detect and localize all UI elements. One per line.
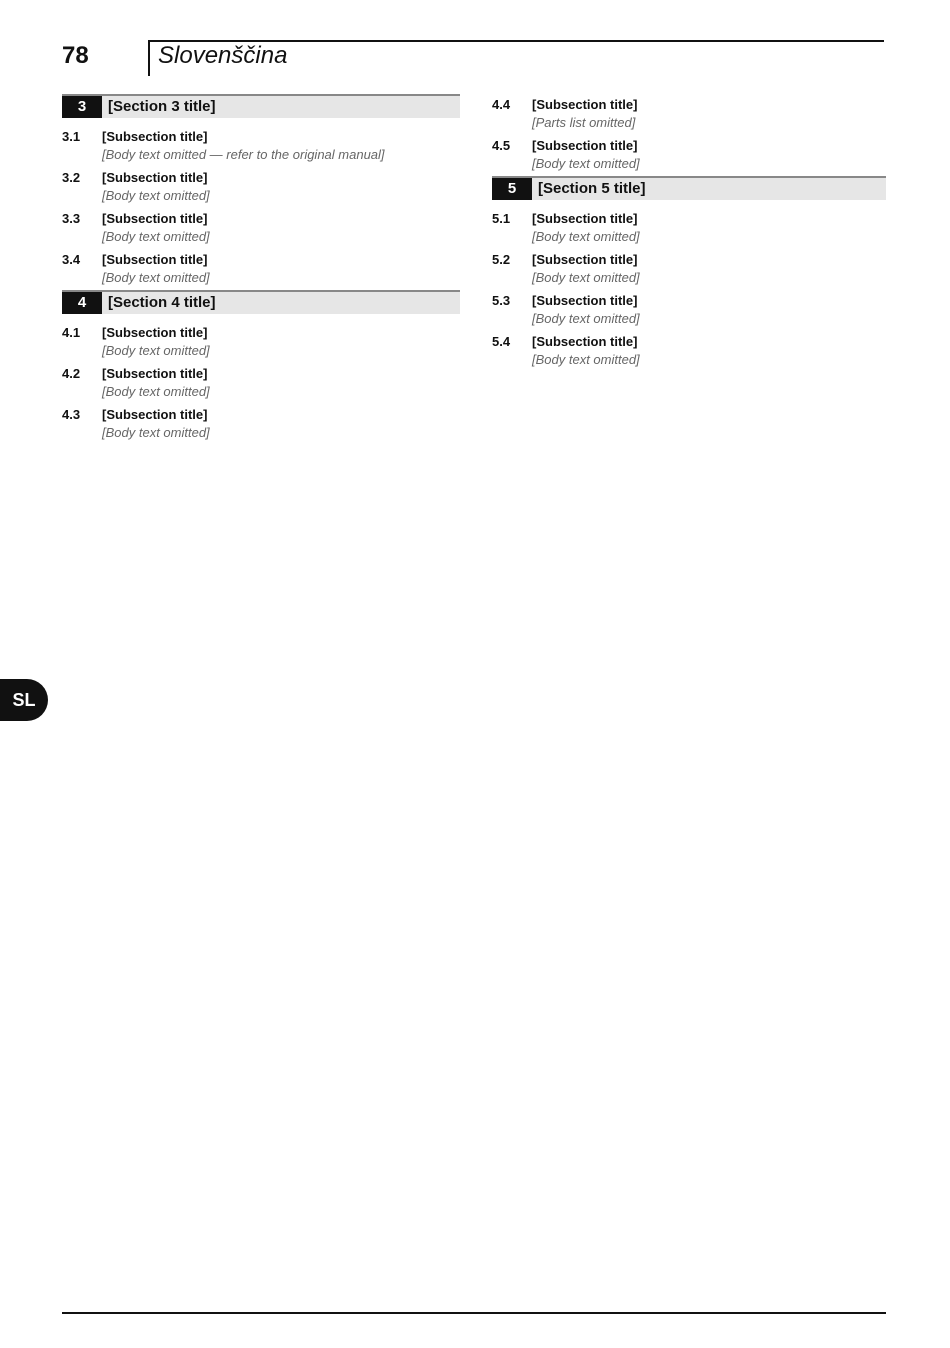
subsection-body: [Body text omitted]: [532, 310, 640, 326]
subsection-number: 3.3: [62, 211, 81, 226]
subsection-heading: [492, 210, 886, 228]
subsection-title: [Subsection title]: [532, 97, 638, 112]
subsection-body: [Body text omitted]: [532, 269, 640, 285]
subsection-heading: [492, 96, 886, 114]
section-title: [Section 3 title]: [108, 98, 216, 116]
subsection-heading: [62, 169, 460, 187]
subsection-heading: [62, 365, 460, 383]
header-divider: [148, 40, 150, 76]
subsection-title: [Subsection title]: [102, 211, 208, 226]
subsection-body: [Body text omitted]: [102, 383, 210, 399]
subsection-number: 4.2: [62, 366, 81, 381]
subsection-title: [Subsection title]: [532, 138, 638, 153]
subsection-body: [Body text omitted]: [102, 424, 210, 440]
subsection-number: 5.1: [492, 211, 511, 226]
subsection-body: [Parts list omitted]: [532, 114, 636, 130]
subsection-title: [Subsection title]: [102, 129, 208, 144]
section-title: [Section 4 title]: [108, 294, 216, 312]
subsection-title: [Subsection title]: [532, 334, 638, 349]
subsection-number: 3.2: [62, 170, 81, 185]
subsection-heading: [492, 333, 886, 351]
subsection-heading: [62, 406, 460, 424]
subsection-title: [Subsection title]: [532, 252, 638, 267]
section-number: 3: [62, 96, 102, 118]
section-heading: [492, 176, 886, 200]
page-header: [62, 40, 884, 76]
subsection-body: [Body text omitted]: [532, 351, 640, 367]
right-column: [492, 90, 886, 368]
subsection-title: [Subsection title]: [102, 252, 208, 267]
footer-rule: [62, 1312, 886, 1314]
subsection-heading: [492, 251, 886, 269]
subsection-body: [Body text omitted — refer to the original manual]: [102, 146, 385, 162]
subsection-heading: [492, 137, 886, 155]
subsection-title: [Subsection title]: [102, 407, 208, 422]
subsection-number: 4.3: [62, 407, 81, 422]
section-number: 4: [62, 292, 102, 314]
subsection-body: [Body text omitted]: [102, 342, 210, 358]
subsection-body: [Body text omitted]: [532, 228, 640, 244]
subsection-number: 5.2: [492, 252, 511, 267]
section-heading: [62, 94, 460, 118]
subsection-title: [Subsection title]: [102, 170, 208, 185]
section-title: [Section 5 title]: [538, 180, 646, 198]
subsection-heading: [62, 251, 460, 269]
section-heading: [62, 290, 460, 314]
language-side-tab: SL: [0, 679, 48, 721]
subsection-title: [Subsection title]: [102, 366, 208, 381]
subsection-heading: [62, 210, 460, 228]
subsection-number: 4.1: [62, 325, 81, 340]
subsection-body: [Body text omitted]: [102, 269, 210, 285]
language-title: Slovenščina: [158, 42, 288, 69]
section-number: 5: [492, 178, 532, 200]
subsection-number: 4.4: [492, 97, 511, 112]
subsection-title: [Subsection title]: [532, 293, 638, 308]
subsection-body: [Body text omitted]: [102, 228, 210, 244]
subsection-heading: [492, 292, 886, 310]
subsection-title: [Subsection title]: [102, 325, 208, 340]
subsection-number: 5.4: [492, 334, 511, 349]
subsection-number: 3.1: [62, 129, 81, 144]
subsection-body: [Body text omitted]: [102, 187, 210, 203]
subsection-number: 3.4: [62, 252, 81, 267]
left-column: [62, 90, 460, 441]
subsection-number: 4.5: [492, 138, 511, 153]
subsection-title: [Subsection title]: [532, 211, 638, 226]
page-number: 78: [62, 42, 89, 69]
subsection-number: 5.3: [492, 293, 511, 308]
subsection-body: [Body text omitted]: [532, 155, 640, 171]
subsection-heading: [62, 128, 460, 146]
subsection-heading: [62, 324, 460, 342]
